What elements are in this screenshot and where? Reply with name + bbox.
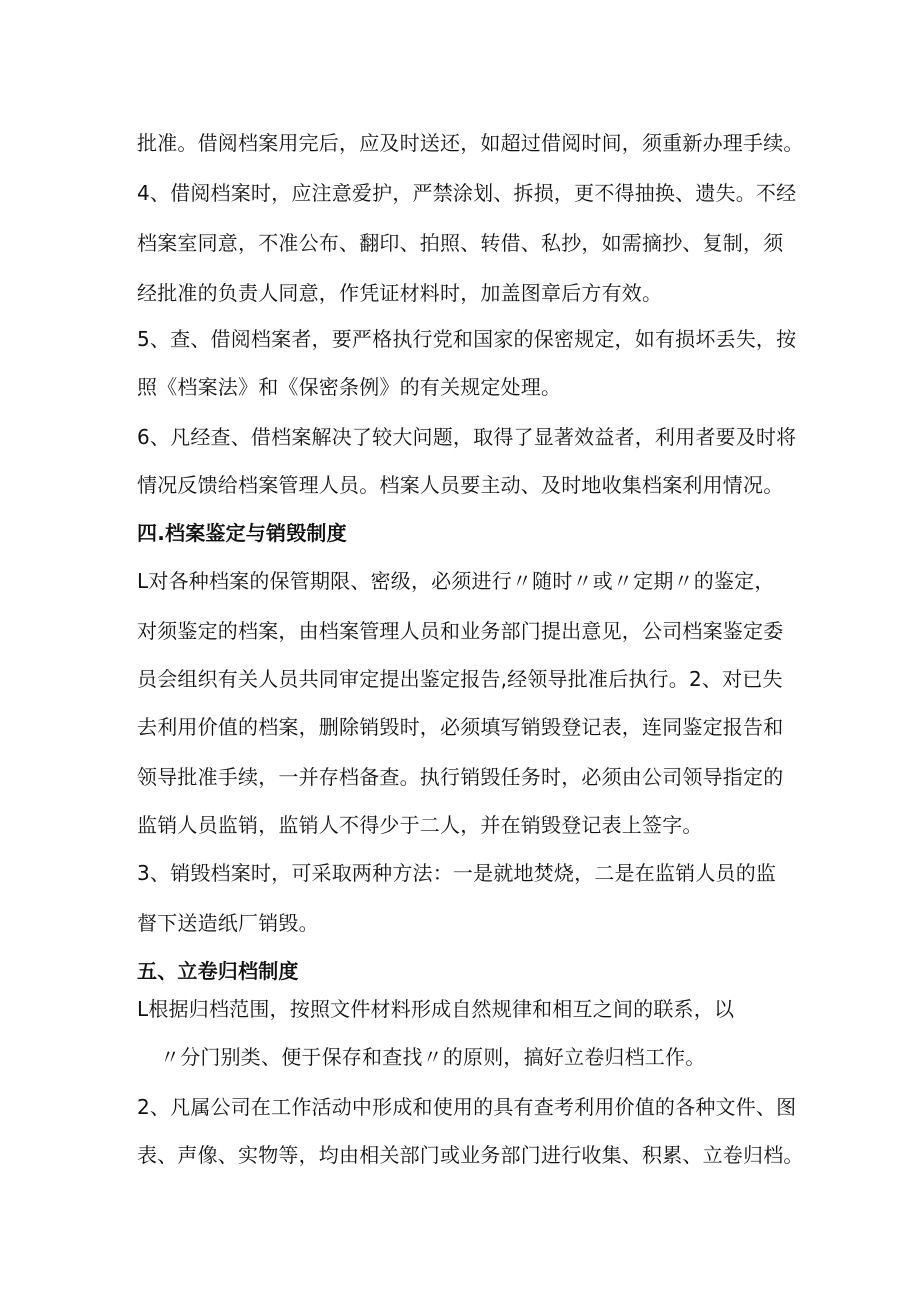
- paragraph-line-5: 5、查、借阅档案者，要严格执行党和国家的保密规定，如有损坏丢失，按: [137, 327, 797, 351]
- paragraph-line-15: 3、销毁档案时，可采取两种方法：一是就地焚烧，二是在监销人员的监: [137, 861, 777, 885]
- paragraph-line-7: 6、凡经查、借档案解决了较大问题，取得了显著效益者，利用者要及时将: [137, 425, 797, 449]
- paragraph-line-14: 监销人员监销，监销人不得少于二人，并在销毁登记表上签字。: [137, 813, 703, 837]
- paragraph-line-16: 督下送造纸厂销毁。: [137, 911, 319, 935]
- paragraph-line-13: 领导批准手续，一并存档备查。执行销毁任务时，必须由公司领导指定的: [137, 765, 784, 789]
- paragraph-line-1: 批准。借阅档案用完后，应及时送还，如超过借阅时间，须重新办理手续。: [137, 131, 804, 155]
- paragraph-line-11: 员会组织有关人员共同审定提出鉴定报告,经领导批准后执行。2、对已失: [137, 667, 783, 691]
- paragraph-line-9: L对各种档案的保管期限、密级，必须进行〃随时〃或〃定期〃的鉴定，: [137, 569, 775, 593]
- paragraph-line-2: 4、借阅档案时，应注意爱护，严禁涂划、拆损，更不得抽换、遗失。不经: [137, 181, 797, 205]
- paragraph-line-12: 去利用价值的档案，删除销毁时，必须填写销毁登记表，连同鉴定报告和: [137, 715, 784, 739]
- paragraph-line-4: 经批准的负责人同意，作凭证材料时，加盖图章后方有效。: [137, 281, 663, 305]
- paragraph-line-17: L根据归档范围，按照文件材料形成自然规律和相互之间的联系，以: [137, 997, 735, 1021]
- section-heading-5: 五、立卷归档制度: [137, 959, 299, 983]
- section-heading-4: 四.档案鉴定与销毁制度: [137, 521, 347, 545]
- paragraph-line-20: 表、声像、实物等，均由相关部门或业务部门进行收集、积累、立卷归档。: [137, 1143, 804, 1167]
- paragraph-line-3: 档案室同意，不准公布、翻印、拍照、转借、私抄，如需摘抄、复制，须: [137, 231, 784, 255]
- paragraph-line-19: 2、凡属公司在工作活动中形成和使用的具有查考利用价值的各种文件、图: [137, 1095, 797, 1119]
- paragraph-line-6: 照《档案法》和《保密条例》的有关规定处理。: [137, 375, 562, 399]
- paragraph-line-10: 对须鉴定的档案，由档案管理人员和业务部门提出意见，公司档案鉴定委: [137, 619, 784, 643]
- paragraph-line-8: 情况反馈给档案管理人员。档案人员要主动、及时地收集档案利用情况。: [137, 473, 784, 497]
- paragraph-line-18: 〃分门别类、便于保存和查找〃的原则，搞好立卷归档工作。: [160, 1045, 706, 1069]
